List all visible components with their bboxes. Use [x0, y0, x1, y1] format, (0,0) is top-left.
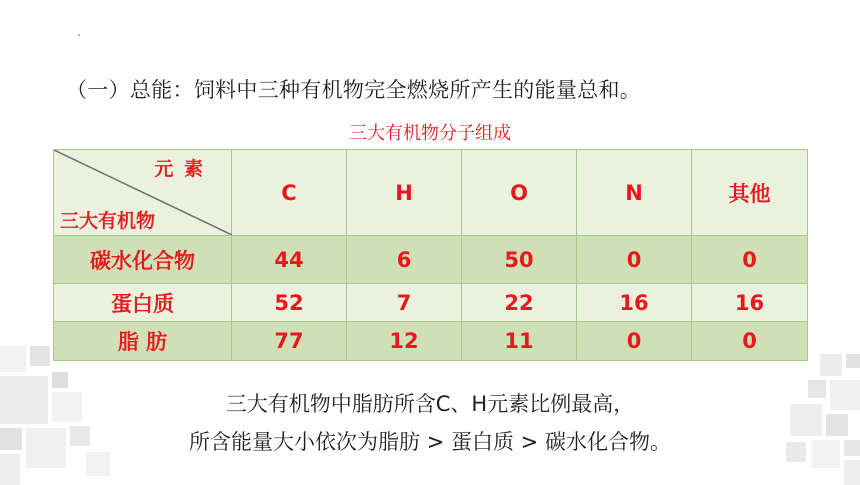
- cell-value: 0: [692, 236, 808, 284]
- cell-value: 0: [577, 236, 692, 284]
- corner-cell: [54, 150, 232, 236]
- cell-value: 0: [577, 322, 692, 361]
- column-header-o: O: [462, 150, 577, 236]
- column-header-other: 其他: [692, 150, 808, 236]
- row-label: 蛋白质: [54, 284, 232, 322]
- corner-label-nutrients: 三大有机物: [60, 210, 156, 232]
- row-label: 脂 肪: [54, 322, 232, 361]
- table-row-carbohydrate: [54, 236, 808, 284]
- cell-value: 16: [692, 284, 808, 322]
- column-header-h: H: [347, 150, 462, 236]
- table-row-protein: [54, 284, 808, 322]
- conclusion-line-2: 所含能量大小依次为脂肪 > 蛋白质 > 碳水化合物。: [189, 430, 671, 454]
- cell-value: 77: [232, 322, 347, 361]
- table-row-fat: [54, 322, 808, 361]
- column-header-c: C: [232, 150, 347, 236]
- cell-value: 0: [692, 322, 808, 361]
- corner-label-elements: 元 素: [154, 158, 205, 180]
- cell-value: 52: [232, 284, 347, 322]
- cell-value: 7: [347, 284, 462, 322]
- cell-value: 6: [347, 236, 462, 284]
- column-header-n: N: [577, 150, 692, 236]
- table-header-row: [54, 150, 808, 236]
- table-caption: 三大有机物分子组成: [349, 123, 511, 144]
- cell-value: 50: [462, 236, 577, 284]
- cell-value: 16: [577, 284, 692, 322]
- section-heading: （一）总能：饲料中三种有机物完全燃烧所产生的能量总和。: [66, 78, 642, 102]
- slide-dot: [78, 34, 80, 36]
- cell-value: 22: [462, 284, 577, 322]
- cell-value: 11: [462, 322, 577, 361]
- conclusion-line-1: 三大有机物中脂肪所含C、H元素比例最高，: [225, 392, 635, 416]
- composition-table: [53, 149, 808, 361]
- cell-value: 44: [232, 236, 347, 284]
- row-label: 碳水化合物: [54, 236, 232, 284]
- cell-value: 12: [347, 322, 462, 361]
